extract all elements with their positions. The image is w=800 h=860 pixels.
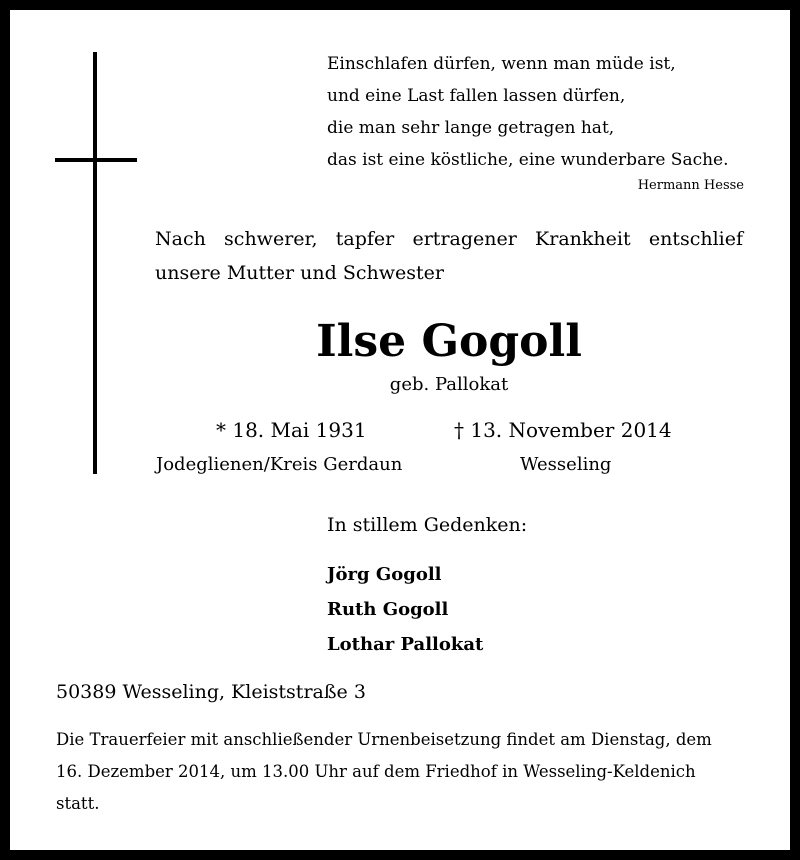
poem-line: das ist eine köstliche, eine wunderbare Sache. [327, 150, 729, 170]
cross-horizontal-bar [55, 158, 137, 162]
maiden-name: geb. Pallokat [389, 374, 509, 395]
mourner-name: Ruth Gogoll [327, 599, 449, 620]
family-address: 50389 Wesseling, Kleiststraße 3 [56, 681, 366, 703]
service-line: statt. [56, 794, 100, 813]
birth-place: Jodeglienen/Kreis Gerdaun [156, 454, 403, 475]
intro-line: Nach schwerer, tapfer ertragener Krankheit entschlief [155, 228, 743, 250]
mourning-heading: In stillem Gedenken: [327, 514, 528, 536]
mourner-name: Lothar Pallokat [327, 634, 484, 655]
death-date: † 13. November 2014 [454, 418, 672, 442]
death-place: Wesseling [520, 454, 612, 475]
service-line: 16. Dezember 2014, um 13.00 Uhr auf dem Friedhof in Wesseling-Keldenich [56, 762, 696, 781]
mourner-name: Jörg Gogoll [327, 564, 442, 585]
birth-date: * 18. Mai 1931 [216, 418, 367, 442]
funeral-service-notice [56, 724, 746, 820]
poem [327, 48, 729, 176]
service-line: Die Trauerfeier mit anschließender Urnenbeisetzung findet am Dienstag, dem [56, 730, 712, 749]
poem-line: Einschlafen dürfen, wenn man müde ist, [327, 54, 676, 74]
cross-vertical-bar [93, 52, 97, 474]
poem-line: und eine Last fallen lassen dürfen, [327, 86, 626, 106]
mourner-list [327, 557, 483, 662]
intro-line: unsere Mutter und Schwester [155, 262, 444, 284]
deceased-name: Ilse Gogoll [316, 316, 582, 367]
intro-text [155, 222, 743, 290]
poem-line: die man sehr lange getragen hat, [327, 118, 615, 138]
poem-author: Hermann Hesse [637, 178, 744, 193]
